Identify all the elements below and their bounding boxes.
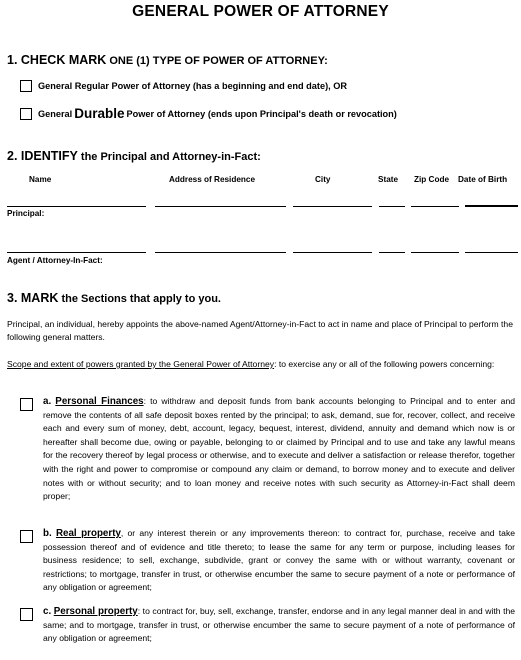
option-durable-post: Power of Attorney (ends upon Principal's death or revocation) bbox=[126, 108, 397, 119]
agent-state-field[interactable] bbox=[379, 252, 405, 253]
principal-city-field[interactable] bbox=[293, 206, 372, 207]
item-letter: b. bbox=[43, 528, 52, 539]
checkbox-personal-property[interactable] bbox=[20, 608, 33, 621]
agent-label: Agent / Attorney-In-Fact: bbox=[7, 256, 103, 265]
section-2-label: 2. IDENTIFY bbox=[7, 149, 78, 163]
item-body: : to contract for, buy, sell, exchange, transfer, endorse and in any legal manner deal in and with the same; and to mortgage, transfer in trust, or otherwise encumber the same to secure payment of a note of performance of any obligation or agreement; bbox=[43, 606, 516, 644]
column-name: Name bbox=[29, 175, 52, 184]
item-letter: c. bbox=[43, 606, 52, 617]
option-durable-pre: General bbox=[38, 108, 73, 119]
item-heading: Real property bbox=[55, 528, 121, 539]
scope-rest: : to exercise any or all of the following powers concerning: bbox=[274, 359, 495, 369]
principal-zip-field[interactable] bbox=[411, 206, 459, 207]
powers-item-personal-property bbox=[20, 605, 515, 646]
powers-item-personal-finances bbox=[20, 395, 515, 504]
section-3-heading bbox=[7, 291, 221, 305]
column-city: City bbox=[315, 175, 331, 184]
option-durable-emphasis: Durable bbox=[74, 106, 125, 121]
item-text bbox=[43, 605, 515, 646]
principal-label: Principal: bbox=[7, 209, 45, 218]
column-dob: Date of Birth bbox=[458, 175, 508, 184]
checkbox-durable[interactable] bbox=[20, 108, 32, 120]
scope-underlined: Scope and extent of powers granted by the General Power of Attorney bbox=[7, 359, 275, 369]
option-regular-poa[interactable] bbox=[20, 80, 347, 92]
item-text bbox=[43, 395, 515, 504]
item-heading: Personal property bbox=[53, 606, 138, 617]
scope-paragraph bbox=[7, 358, 513, 371]
intro-paragraph: Principal, an individual, hereby appoints the above-named Agent/Attorney-in-Fact to act in name and place of Principal to perform the following general matters. bbox=[7, 319, 513, 343]
principal-dob-field[interactable] bbox=[465, 205, 518, 207]
item-heading: Personal Finances bbox=[55, 396, 144, 407]
column-zip: Zip Code bbox=[414, 175, 450, 184]
agent-zip-field[interactable] bbox=[411, 252, 459, 253]
powers-item-real-property bbox=[20, 527, 515, 595]
column-address: Address of Residence bbox=[169, 175, 255, 184]
checkbox-regular[interactable] bbox=[20, 80, 32, 92]
item-text bbox=[43, 527, 515, 595]
section-2-label-rest: the Principal and Attorney-in-Fact: bbox=[80, 151, 261, 163]
option-durable-poa[interactable] bbox=[20, 106, 397, 121]
column-state: State bbox=[378, 175, 399, 184]
checkbox-personal-finances[interactable] bbox=[20, 398, 33, 411]
item-letter: a. bbox=[43, 396, 52, 407]
agent-city-field[interactable] bbox=[293, 252, 372, 253]
section-1-heading bbox=[7, 53, 328, 67]
document-title: GENERAL POWER OF ATTORNEY bbox=[132, 3, 389, 20]
agent-name-field[interactable] bbox=[7, 252, 146, 253]
section-3-label-rest: the Sections that apply to you. bbox=[61, 293, 221, 305]
section-3-label: 3. MARK bbox=[7, 291, 59, 305]
agent-dob-field[interactable] bbox=[465, 252, 518, 253]
section-2-heading bbox=[7, 149, 261, 163]
section-1-label: 1. CHECK MARK bbox=[7, 53, 107, 67]
item-body: : to withdraw and deposit funds from bank accounts belonging to Principal and to enter and remove the contents of all safe deposit boxes rented by the principal; to ask, demand, sue for, recover, collect, and receive each and every sum of money, debt, account, legacy, bequest, interest, dividend, annuity and demand which now is or hereafter shall become due, owing or payable, belonging to or claimed by Principal and to use and take any lawful means for the recovery thereof by legal process or otherwise, and to execute and deliver a satisfaction or release therefor, together with the right and power to compromise or compound any claim or demand, to borrow money and to execute and deliver notes with or without security; and to loan money and receive notes with such security as Attorney-in-Fact shall deem proper; bbox=[43, 396, 515, 502]
principal-name-field[interactable] bbox=[7, 206, 146, 207]
principal-state-field[interactable] bbox=[379, 206, 405, 207]
agent-address-field[interactable] bbox=[155, 252, 286, 253]
section-1-label-rest: ONE (1) TYPE OF POWER OF ATTORNEY: bbox=[109, 55, 328, 67]
option-regular-label: General Regular Power of Attorney (has a beginning and end date), OR bbox=[38, 81, 348, 91]
item-body: , or any interest therein or any improvements thereon: to contract for, purchase, receive and take possession thereof and of evidence and title thereto; to lease the same for any term or purpose, including leases for business residence; to sell, exchange, subdivide, grant or convey the same with or without warranty, covenant or restrictions; to mortgage, transfer in trust, or otherwise encumber the same to secure payment of a note or performance of any obligation or agreement; bbox=[43, 528, 516, 593]
checkbox-real-property[interactable] bbox=[20, 530, 33, 543]
principal-address-field[interactable] bbox=[155, 206, 286, 207]
